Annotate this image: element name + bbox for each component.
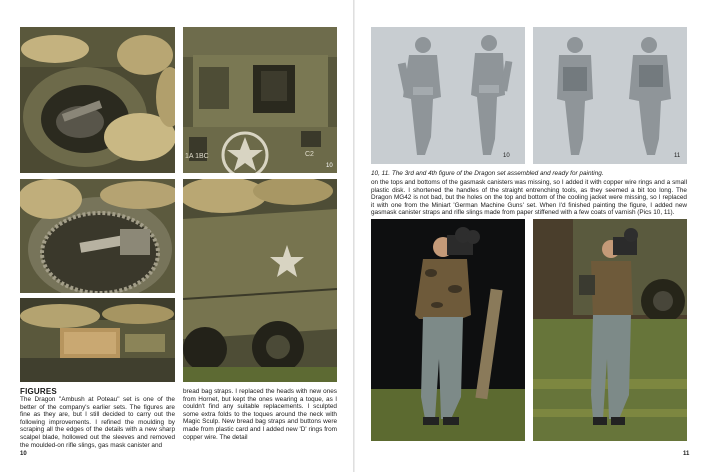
photo-camera-figure: [371, 219, 525, 441]
figure-caption: 10, 11. The 3rd and 4th figure of the Dragon set assembled and ready for painting.: [371, 170, 604, 177]
page-number-left: 10: [20, 451, 27, 457]
photo-number-11: 11: [674, 153, 681, 159]
photo-figure-vehicle: [533, 219, 687, 441]
photo-grey-figures-rear: [533, 27, 687, 164]
page-number-right: 11: [683, 451, 690, 457]
photo-hull-star: [183, 27, 337, 173]
right-body-text: on the tops and bottoms of the gasmask canisters was missing, so I added it with copper wire rings and a small plastic disk. I shortened the handles of the straight entrenching tools, as they seemed a bit too long. The Dragon MG42 is not bad, but the holes on the top and bottom of the cooling jacket were missing, so I replaced it with one from the Miniart 'German Machine Guns' set. When I'd finished painting the figure, I added new gasmask canister straps and rifle slings made from paper stiffened with a few coats of varnish (Pics 10, 11).: [371, 179, 687, 217]
left-column-2: bread bag straps. I replaced the heads with new ones from Hornet, but kept the ones wearing a toque, as I couldn't find any suitable replacements. I sculpted some extra folds to the toques around the neck with Magic Sculp. New bread bag straps and buttons were made from plastic card and I added new 'D' rings from copper wire. The detail: [183, 388, 337, 441]
photo-grey-figures-front: [371, 27, 525, 164]
photo-armoured-car: [183, 179, 337, 382]
left-page: [0, 0, 354, 472]
photo-turret-ring: [20, 27, 175, 173]
photo-turret-interior: [20, 179, 175, 293]
hull-code-left: 1A 1BC: [185, 153, 209, 160]
photo-number-10: 10: [326, 163, 333, 169]
photo-rear-deck: [20, 298, 175, 382]
photo-number-10-right: 10: [503, 153, 510, 159]
left-column-1: The Dragon "Ambush at Poteau" set is one of the better of the company's earlier sets. The figures are fine as they are, but I still decided to carry out the following improvements. I refined the moulding by scraping all the edges of the details with a new sharp scalpel blade, hollowed out the sleeves and removed the moulded-on rifle slings, gas mask canister and: [20, 396, 175, 449]
figures-heading: FIGURES: [20, 387, 57, 396]
right-page: [355, 0, 709, 472]
hull-code-right: C2: [305, 151, 314, 158]
